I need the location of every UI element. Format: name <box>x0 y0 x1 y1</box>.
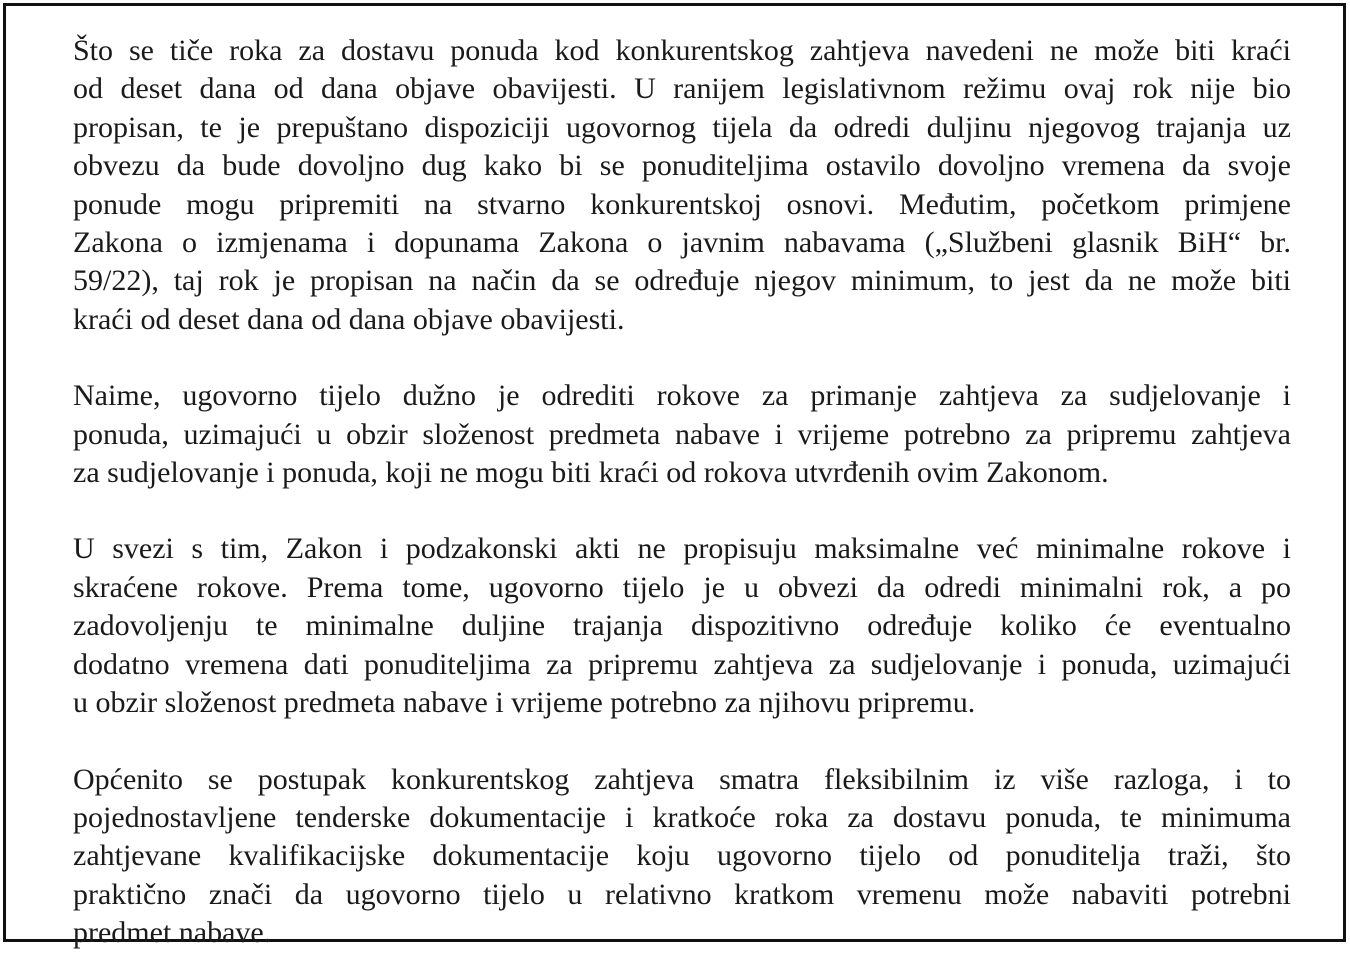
text-line: predmet nabave. <box>73 916 272 950</box>
text-line: propisan, te je prepuštano dispoziciji ugovornog tijela da odredi duljinu njegovog trajanja uz <box>73 110 1291 144</box>
text-line: pojednostavljene tenderske dokumentacije i kratkoće roka za dostavu ponuda, te minimuma <box>73 800 1291 834</box>
text-line: skraćene rokove. Prema tome, ugovorno tijelo je u obvezi da odredi minimalni rok, a po <box>73 570 1291 604</box>
paragraph-1 <box>73 32 1291 339</box>
text-line: obvezu da bude dovoljno dug kako bi se ponuditeljima ostavilo dovoljno vremena da svoje <box>73 149 1291 183</box>
text-line: praktično znači da ugovorno tijelo u relativno kratkom vremenu može nabaviti potrebni <box>73 877 1291 911</box>
text-line: ponuda, uzimajući u obzir složenost predmeta nabave i vrijeme potrebno za pripremu zahtjeva <box>73 417 1291 451</box>
text-line: dodatno vremena dati ponuditeljima za pripremu zahtjeva za sudjelovanje i ponuda, uzimajući <box>73 647 1291 681</box>
paragraph-3 <box>73 530 1291 722</box>
document-body <box>73 32 1291 953</box>
text-line: Općenito se postupak konkurentskog zahtjeva smatra fleksibilnim iz više razloga, i to <box>73 762 1291 796</box>
text-line: Naime, ugovorno tijelo dužno je odrediti rokove za primanje zahtjeva za sudjelovanje i <box>73 379 1291 413</box>
text-line: Što se tiče roka za dostavu ponuda kod konkurentskog zahtjeva navedeni ne može biti kraći <box>73 34 1291 67</box>
text-line: od deset dana od dana objave obavijesti. U ranijem legislativnom režimu ovaj rok nije bio <box>73 72 1291 106</box>
text-line: kraći od deset dana od dana objave obavijesti. <box>73 302 625 336</box>
document-frame <box>3 3 1346 950</box>
text-line: zadovoljenju te minimalne duljine trajanja dispozitivno određuje koliko će eventualno <box>73 609 1291 643</box>
text-line: ponude mogu pripremiti na stvarno konkurentskoj osnovi. Međutim, početkom primjene <box>73 187 1291 221</box>
paragraph-2 <box>73 377 1291 492</box>
text-line: u obzir složenost predmeta nabave i vrijeme potrebno za njihovu pripremu. <box>73 686 976 720</box>
text-line: U svezi s tim, Zakon i podzakonski akti ne propisuju maksimalne već minimalne rokove i <box>73 532 1291 566</box>
text-line: Zakona o izmjenama i dopunama Zakona o javnim nabavama („Službeni glasnik BiH“ br. <box>73 226 1291 260</box>
text-line: zahtjevane kvalifikacijske dokumentacije koju ugovorno tijelo od ponuditelja traži, što <box>73 839 1291 873</box>
text-line: 59/22), taj rok je propisan na način da se određuje njegov minimum, to jest da ne može biti <box>73 264 1291 298</box>
paragraph-4 <box>73 761 1291 953</box>
text-line: za sudjelovanje i ponuda, koji ne mogu biti kraći od rokova utvrđenih ovim Zakonom. <box>73 456 1109 490</box>
